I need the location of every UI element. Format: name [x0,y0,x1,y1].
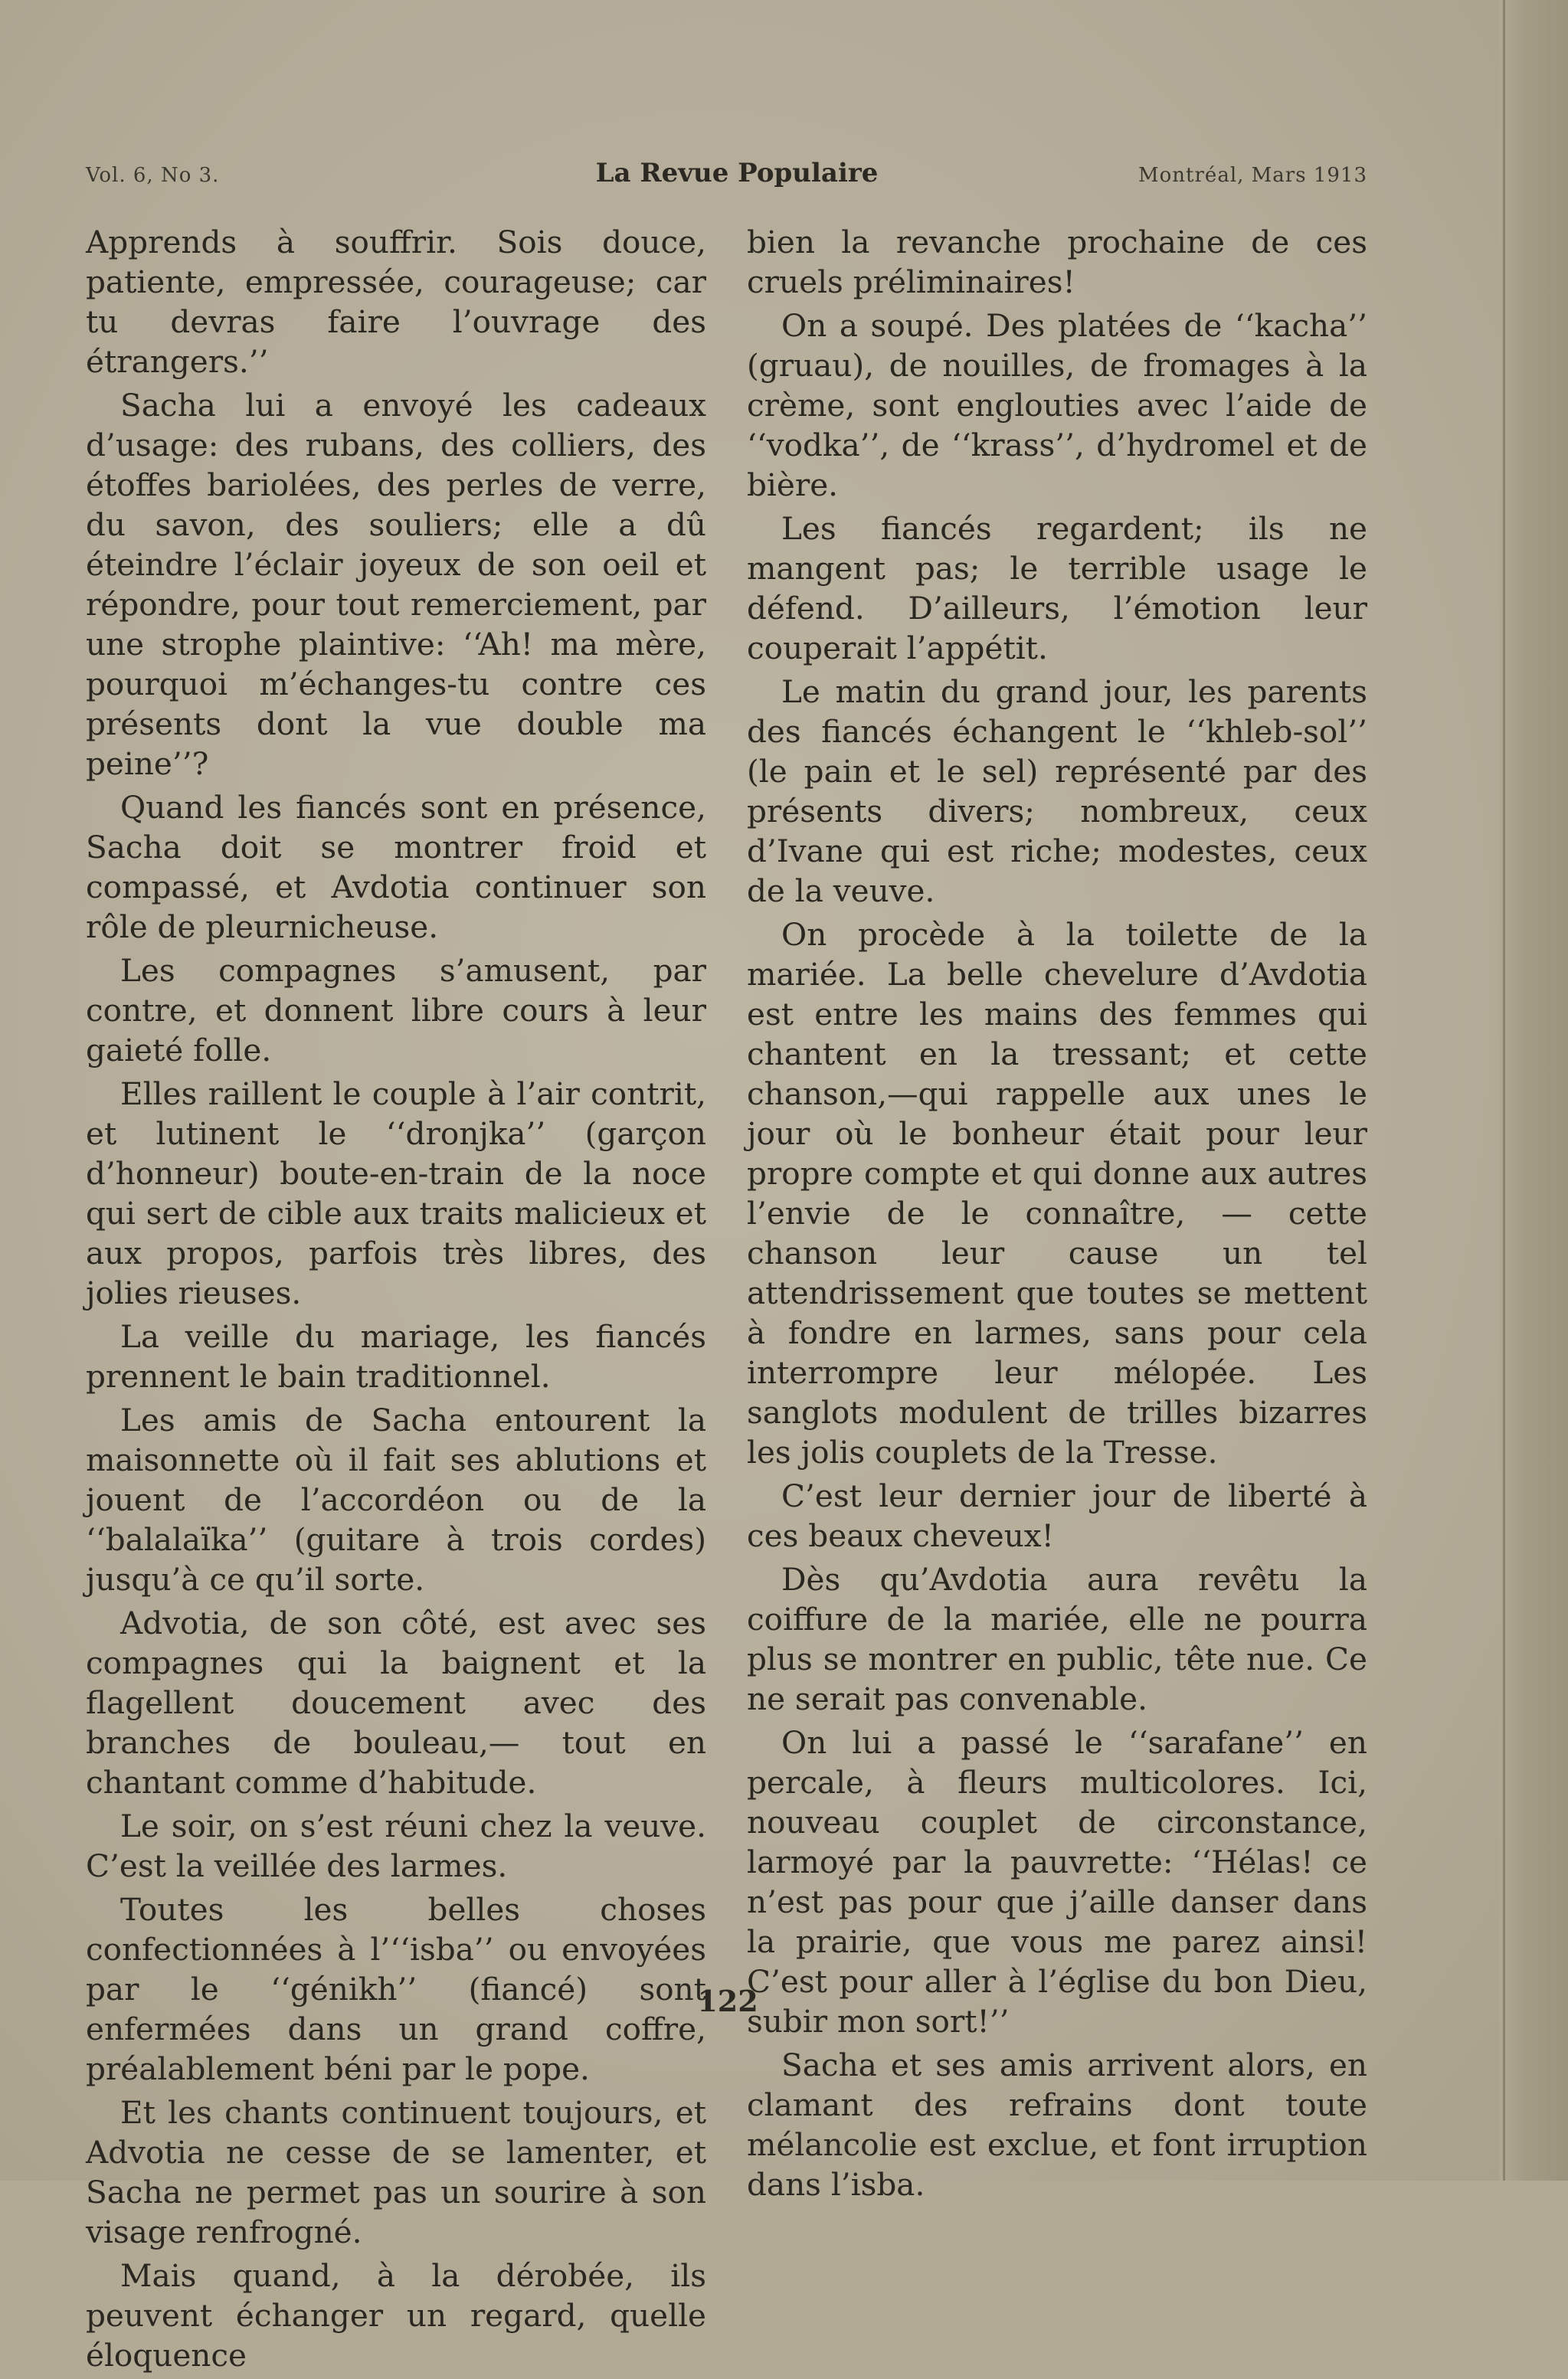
paragraph: Sacha et ses amis arrivent alors, en clamant des refrains dont toute mélancolie est exclue, et font irruption dans l’isba. [747,2047,1367,2203]
paragraph: Elles raillent le couple à l’air contrit, et lutinent le ‘‘dronjka’’ (garçon d’honneur) boute-en-train de la noce qui sert de cible aux traits malicieux et aux propos, parfois très libres, des jolies rieuses. [86,1075,706,1311]
paragraph: Et les chants continuent toujours, et Advotia ne cesse de se lamenter, et Sacha ne permet pas un sourire à son visage renfrogné. [86,2094,706,2250]
paragraph: Le soir, on s’est réuni chez la veuve. C’est la veillée des larmes. [86,1808,706,1884]
journal-title: La Revue Populaire [595,158,879,188]
paragraph: Quand les fiancés sont en présence, Sacha doit se montrer froid et compassé, et Avdotia continuer son rôle de pleurnicheuse. [86,789,706,945]
paragraph: Advotia, de son côté, est avec ses compagnes qui la baignent et la flagellent doucement avec des branches de bouleau,— tout en chantant comme d’habitude. [86,1605,706,1801]
paragraph: On lui a passé le ‘‘sarafane’’ en percale, à fleurs multicolores. Ici, nouveau couplet de circonstance, larmoyé par la pauvrette: ‘‘Hélas! ce n’est pas pour que j’aille danser dans la prairie, que vous me parez ainsi! C’est pour aller à l’église du bon Dieu, subir mon sort!’’ [747,1724,1367,2040]
paragraph: Dès qu’Avdotia aura revêtu la coiffure de la mariée, elle ne pourra plus se montrer en public, tête nue. Ce ne serait pas convenable. [747,1561,1367,1717]
paragraph: On procède à la toilette de la mariée. La belle chevelure d’Avdotia est entre les mains des femmes qui chantent en la tressant; et cette chanson,—qui rappelle aux unes le jour où le bonheur était pour leur propre compte et qui donne aux autres l’envie de le connaître, — cette chanson leur cause un tel attendrissement que toutes se mettent à fondre en larmes, sans pour cela interrompre leur mélopée. Les sanglots modulent de trilles bizarres les jolis couplets de la Tresse. [747,916,1367,1471]
running-header [86,158,1367,191]
paragraph: Toutes les belles choses confectionnées à l’‘‘isba’’ ou envoyées par le ‘‘génikh’’ (fiancé) sont enfermées dans un grand coffre, préalablement béni par le pope. [86,1891,706,2087]
right-column [747,222,1367,2208]
paragraph: Les fiancés regardent; ils ne mangent pas; le terrible usage le défend. D’ailleurs, l’émotion leur couperait l’appétit. [747,510,1367,666]
paragraph: Mais quand, à la dérobée, ils peuvent échanger un regard, quelle éloquence [86,2257,706,2374]
paragraph: C’est leur dernier jour de liberté à ces beaux cheveux! [747,1477,1367,1554]
volume-issue: Vol. 6, No 3. [86,164,220,187]
paragraph: Les amis de Sacha entourent la maisonnette où il fait ses ablutions et jouent de l’accordéon ou de la ‘‘balalaïka’’ (guitare à trois cordes) jusqu’à ce qu’il sorte. [86,1402,706,1598]
page-number: 122 [697,1984,758,2018]
paragraph: Apprends à souffrir. Sois douce, patiente, empressée, courageuse; car tu devras faire l’ouvrage des étrangers.’’ [86,224,706,380]
paragraph: On a soupé. Des platées de ‘‘kacha’’ (gruau), de nouilles, de fromages à la crème, sont englouties avec l’aide de ‘‘vodka’’, de ‘‘krass’’, d’hydromel et de bière. [747,307,1367,503]
paragraph: La veille du mariage, les fiancés prennent le bain traditionnel. [86,1318,706,1395]
paragraph: bien la revanche prochaine de ces cruels préliminaires! [747,224,1367,300]
place-date: Montréal, Mars 1913 [1138,164,1367,187]
left-column [86,222,706,2379]
paragraph: Les compagnes s’amusent, par contre, et donnent libre cours à leur gaieté folle. [86,952,706,1068]
paragraph: Le matin du grand jour, les parents des fiancés échangent le ‘‘khleb-sol’’ (le pain et le sel) représenté par des présents divers; nombreux, ceux d’Ivane qui est riche; modestes, ceux de la veuve. [747,673,1367,909]
page-edge [1499,0,1568,2181]
paragraph: Sacha lui a envoyé les cadeaux d’usage: des rubans, des colliers, des étoffes bariolées, des perles de verre, du savon, des souliers; elle a dû éteindre l’éclair joyeux de son oeil et répondre, pour tout remerciement, par une strophe plaintive: ‘‘Ah! ma mère, pourquoi m’échanges-tu contre ces présents dont la vue double ma peine’’? [86,387,706,782]
page-fold-line [1503,0,1505,2181]
